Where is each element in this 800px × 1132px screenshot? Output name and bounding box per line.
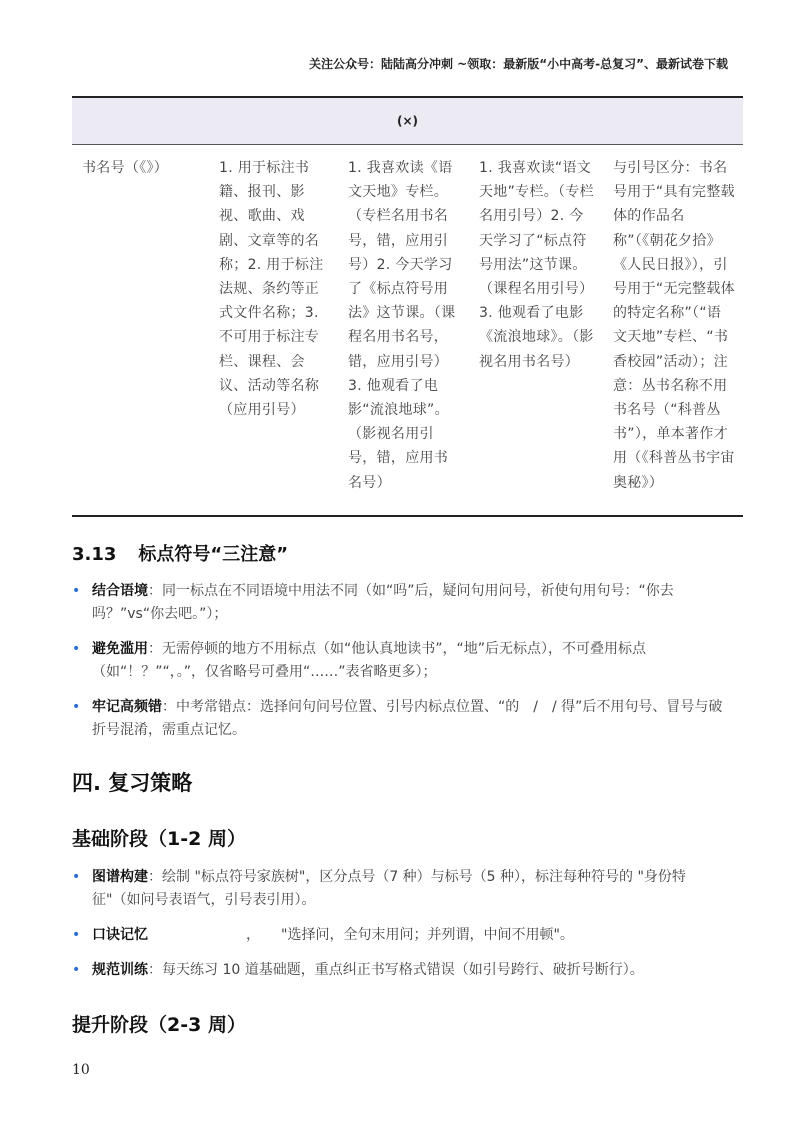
bullet-icon: • xyxy=(72,641,81,657)
table-header-rule xyxy=(72,144,743,145)
list-item-text: ：中考常错点：选择问句问号位置、引号内标点位置、“的 / / 得”后不用句号、冒号与破折号混淆，需重点记忆。 xyxy=(92,699,723,738)
stage-1-heading: 基础阶段（1-2 周） xyxy=(72,828,246,850)
bullet-icon: • xyxy=(72,927,81,943)
section-number: 3.13 xyxy=(72,544,117,565)
table-cell-usage: 1. 用于标注书籍、报刊、影视、歌曲、戏剧、文章等的名称；2. 用于标注法规、条约等正式文件名称；3. 不可用于标注专栏、课程、会议、活动等名称（应用引号） xyxy=(219,160,324,419)
list-item-label: 口诀记忆 xyxy=(92,927,148,943)
list-item-text: ：每天练习 10 道基础题，重点纠正书写格式错误（如引号跨行、破折号断行）。 xyxy=(148,962,644,978)
bullet-icon: • xyxy=(72,583,81,599)
page-header: 关注公众号：陆陆高分冲刺 ~领取：最新版“小中高考-总复习”、最新试卷下载 xyxy=(309,57,728,71)
list-item-label: 牢记高频错 xyxy=(92,699,162,715)
section-title: 标点符号“三注意” xyxy=(138,544,289,565)
list-item-label: 规范训练 xyxy=(92,962,148,978)
table-cell-symbol: 书名号（《》） xyxy=(82,160,169,176)
list-item-text: ：同一标点在不同语境中用法不同（如“吗”后，疑问句用问号，祈使句用句号：“你去吗？”vs“你去吧。”）； xyxy=(92,583,674,622)
stage-1-list xyxy=(72,866,732,982)
table-cell-correct-example: 1. 我喜欢读“语文天地”专栏。（专栏名用引号）2. 今天学习了“标点符号用法”这节课。（课程名用引号）3. 他观看了电影《流浪地球》。（影视名用书名号） xyxy=(479,160,594,370)
list-item xyxy=(72,638,732,684)
section-4-heading: 四. 复习策略 xyxy=(72,771,193,795)
bullet-icon: • xyxy=(72,869,81,885)
bullet-icon: • xyxy=(72,962,81,978)
table-cell-notes: 与引号区分：书名号用于“具有完整载体的作品名称”（《朝花夕拾》《人民日报》），引号用于“无完整载体的特定名称”（“语文天地”专栏、“书香校园”活动）；注意：丛书名称不用书名号（“科普丛书”），单本著作才用（《科普丛书宇宙奥秘》） xyxy=(613,160,735,491)
table-bottom-rule xyxy=(72,515,743,517)
list-item xyxy=(72,580,732,626)
table-cell-wrong-example: 1. 我喜欢读《语文天地》专栏。（专栏名用书名号，错，应用引号）2. 今天学习了《标点符号用法》这节课。（课程名用书名号，错，应用引号）3. 他观看了电影“流浪地球”。（影视名用引号，错，应用书名号） xyxy=(348,160,456,491)
list-item-label: 结合语境 xyxy=(92,583,148,599)
list-item xyxy=(72,959,732,982)
stage-2-heading: 提升阶段（2-3 周） xyxy=(72,1014,246,1036)
bullet-icon: • xyxy=(72,699,81,715)
page-number: 10 xyxy=(72,1062,90,1078)
list-item xyxy=(72,696,732,742)
list-item-label: 图谱构建 xyxy=(92,869,148,885)
list-item xyxy=(72,924,732,947)
list-item-label: 避免滥用 xyxy=(92,641,148,657)
list-item-text: ， "选择问，全句末用问；并列谓，中间不用顿"。 xyxy=(148,927,574,943)
section-313-list xyxy=(72,580,732,742)
table-header-row xyxy=(72,98,743,144)
list-item-text: ：绘制 "标点符号家族树"，区分点号（7 种）与标号（5 种），标注每种符号的 "身份特征"（如问号表语气，引号表引用）。 xyxy=(92,869,686,908)
list-item xyxy=(72,866,732,912)
section-313-heading xyxy=(72,540,288,566)
list-item-text: ：无需停顿的地方不用标点（如“他认真地读书”，“地”后无标点），不可叠用标点（如“！？”“，。”，仅省略号可叠用“……”表省略更多）； xyxy=(92,641,647,680)
table-header-text: (×) xyxy=(396,114,419,128)
